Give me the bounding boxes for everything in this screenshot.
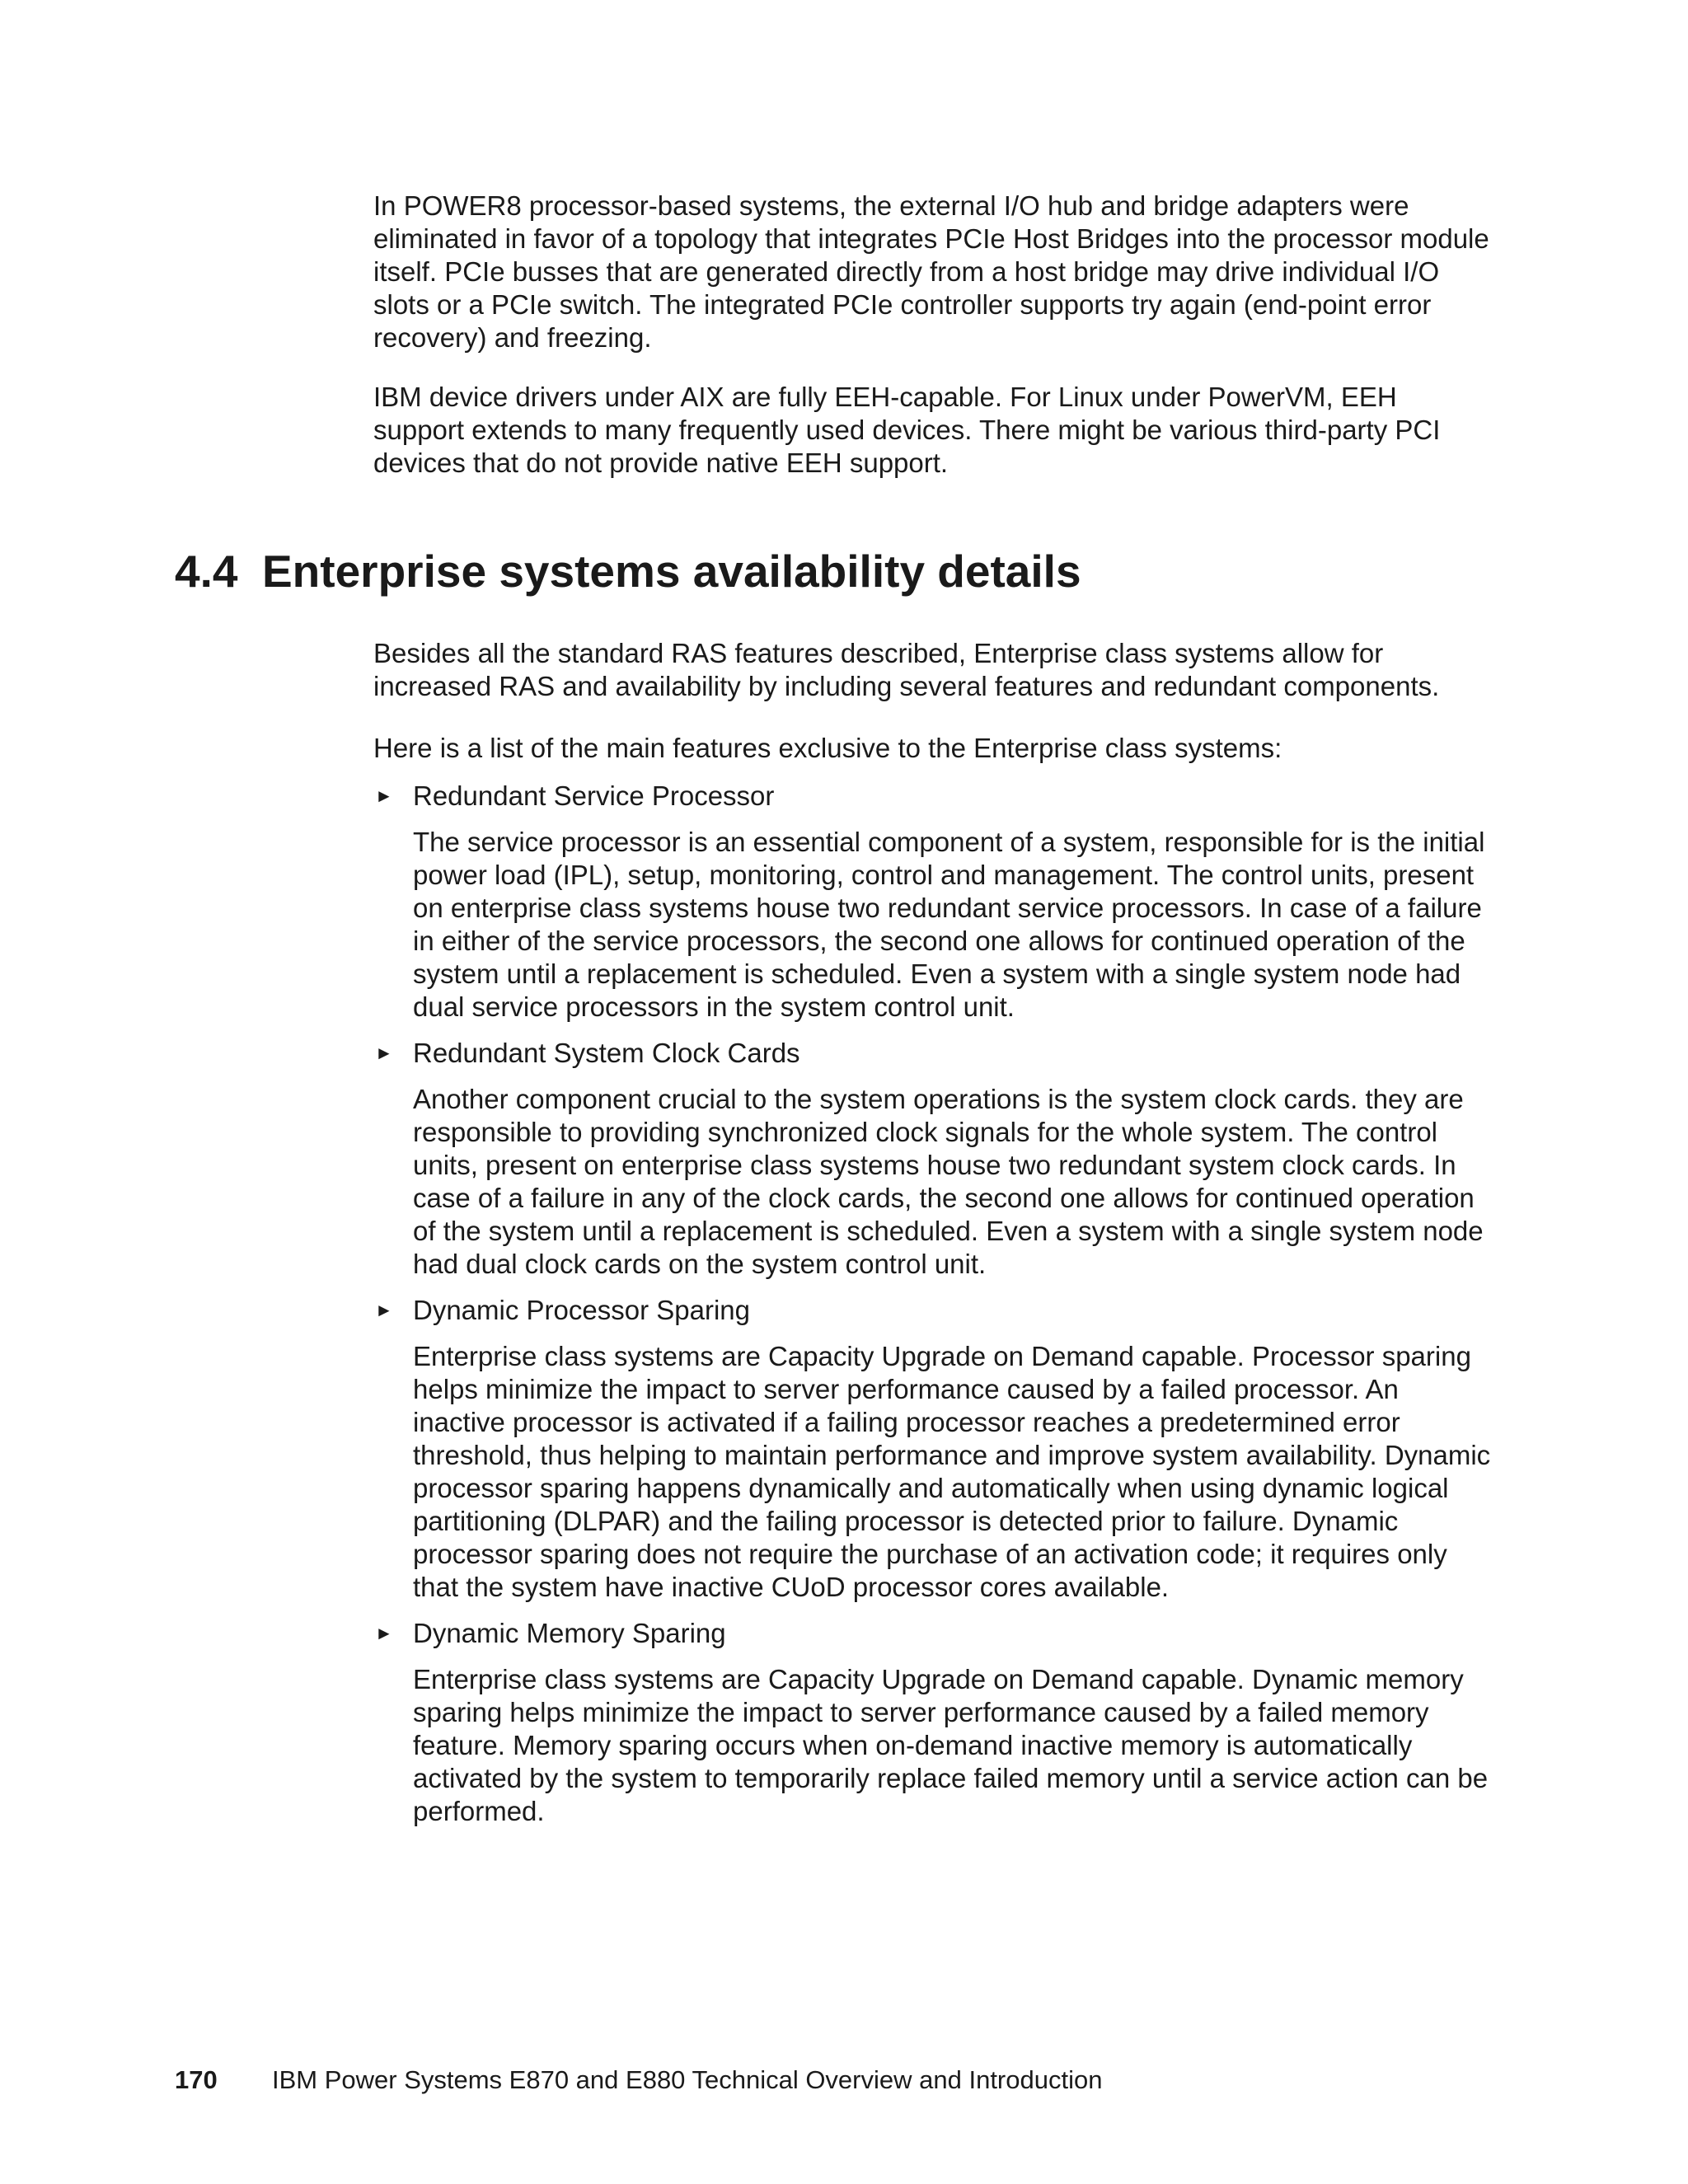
list-item-description: Another component crucial to the system operations is the system clock cards. they are responsible to providing synchronized clock signals for the whole system. The control units, present on enterprise class systems house two redundant system clock cards. In case of a failure in any of the clock cards, the second one allows for continued operation of the system until a replacement is scheduled. Even a system with a single system node had dual clock cards on the system control unit.: [413, 1084, 1484, 1279]
list-item-title: Redundant System Clock Cards: [413, 1038, 800, 1068]
section-number: 4.4: [175, 546, 238, 597]
section-intro-paragraph: Besides all the standard RAS features described, Enterprise class systems allow for increased RAS and availability by including several features and redundant components.: [373, 638, 1440, 701]
triangle-bullet-icon: ►: [375, 1300, 393, 1320]
page-number: 170: [175, 2065, 218, 2094]
list-item-description: The service processor is an essential component of a system, responsible for is the initial power load (IPL), setup, monitoring, control and management. The control units, present on enterprise class systems house two redundant service processors. In case of a failure in either of the service processors, the second one allows for continued operation of the system until a replacement is scheduled. Even a system with a single system node had dual service processors in the system control unit.: [413, 827, 1485, 1022]
feature-list: [373, 780, 1494, 1841]
triangle-bullet-icon: ►: [375, 1623, 393, 1643]
list-item: [373, 1617, 1494, 1828]
triangle-bullet-icon: ►: [375, 1043, 393, 1063]
list-item-description: Enterprise class systems are Capacity Upgrade on Demand capable. Processor sparing helps minimize the impact to server performance caused by a failed processor. An inactive processor is activated if a failing processor reaches a predetermined error threshold, thus helping to maintain performance and improve system availability. Dynamic processor sparing happens dynamically and automatically when using dynamic logical partitioning (DLPAR) and the failing processor is detected prior to failure. Dynamic processor sparing does not require the purchase of an activation code; it requires only that the system have inactive CUoD processor cores available.: [413, 1341, 1491, 1602]
page-footer: [175, 2064, 1102, 2097]
list-item: [373, 1037, 1494, 1281]
list-intro-paragraph: Here is a list of the main features exclusive to the Enterprise class systems:: [373, 733, 1282, 763]
section-title: Enterprise systems availability details: [262, 546, 1081, 597]
list-item-title: Dynamic Processor Sparing: [413, 1295, 750, 1325]
body-paragraph-pcie-topology: In POWER8 processor-based systems, the external I/O hub and bridge adapters were eliminated in favor of a topology that integrates PCIe Host Bridges into the processor module itself. PCIe busses that are generated directly from a host bridge may drive individual I/O slots or a PCIe switch. The integrated PCIe controller supports try again (end-point error recovery) and freezing.: [373, 190, 1489, 353]
section-heading: [175, 544, 1081, 598]
list-item-title: Redundant Service Processor: [413, 780, 775, 811]
body-paragraph-eeh-support: IBM device drivers under AIX are fully EEH-capable. For Linux under PowerVM, EEH support extends to many frequently used devices. There might be various third-party PCI devices that do not provide native EEH support.: [373, 382, 1441, 478]
list-item: [373, 1294, 1494, 1604]
triangle-bullet-icon: ►: [375, 785, 393, 806]
list-item-title: Dynamic Memory Sparing: [413, 1618, 726, 1648]
list-item: [373, 780, 1494, 1024]
list-item-description: Enterprise class systems are Capacity Upgrade on Demand capable. Dynamic memory sparing helps minimize the impact to server performance caused by a failed memory feature. Memory sparing occurs when on-demand inactive memory is automatically activated by the system to temporarily replace failed memory until a service action can be performed.: [413, 1664, 1489, 1826]
book-title: IBM Power Systems E870 and E880 Technical Overview and Introduction: [272, 2065, 1103, 2094]
